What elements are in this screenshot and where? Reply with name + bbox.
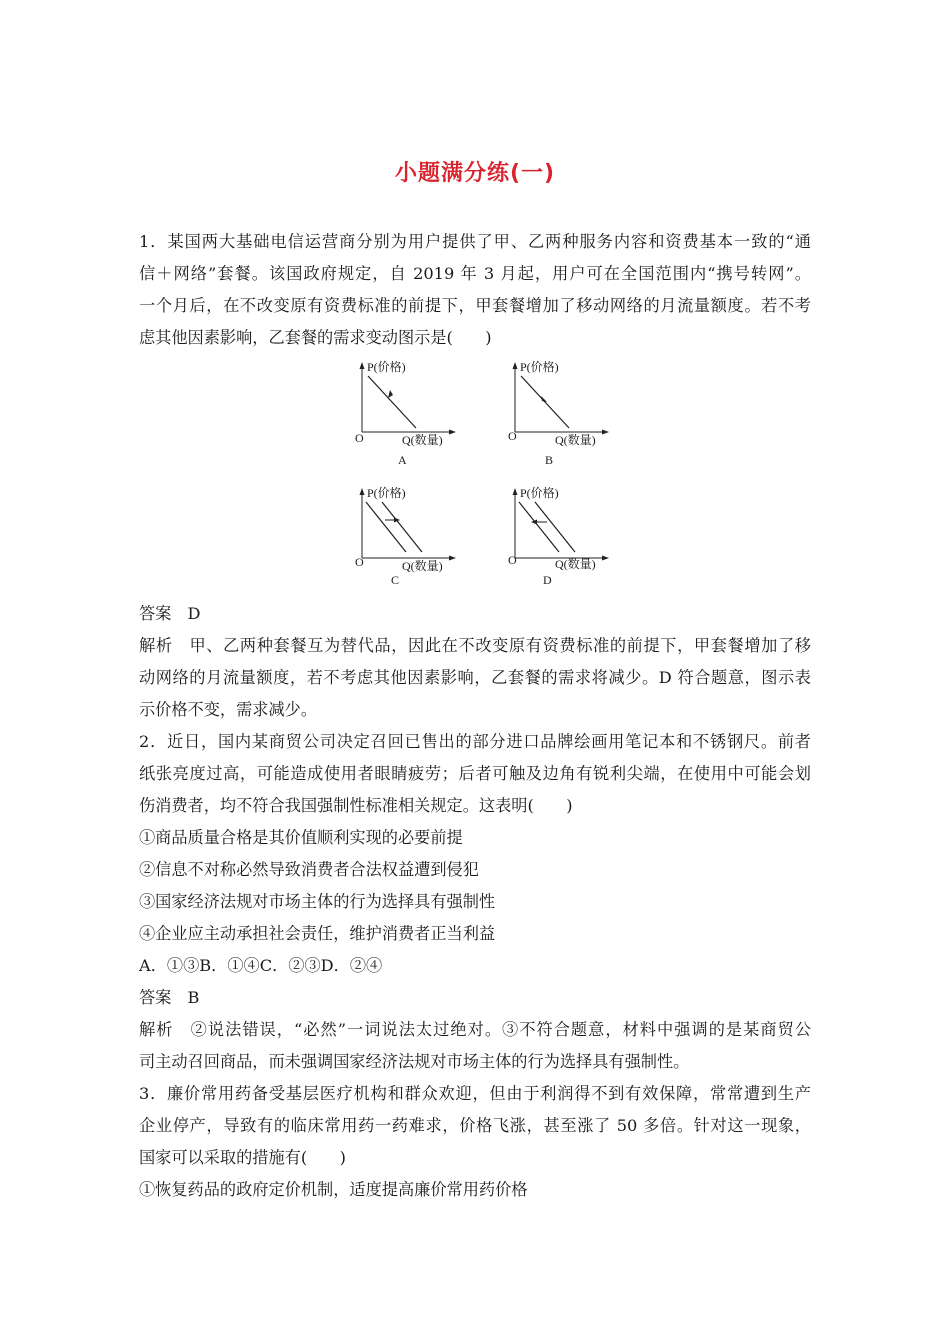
q1-analysis-1: 解析 甲、乙两种套餐互为替代品，因此在不改变原有资费标准的前提下，甲套餐增加了移 bbox=[139, 636, 811, 655]
y-axis-label: P(价格) bbox=[520, 486, 559, 500]
q2-choices: A．①③B．①④C．②③D．②④ bbox=[139, 956, 383, 975]
origin-label: O bbox=[508, 553, 517, 567]
demand-curve-shifted bbox=[519, 502, 559, 552]
q3-line-2: 企业停产，导致有的临床常用药一药难求，价格飞涨，甚至涨了 50 多倍。针对这一现象， bbox=[139, 1116, 811, 1135]
arrow-down-icon bbox=[388, 390, 393, 398]
q1-line-3: 一个月后，在不改变原有资费标准的前提下，甲套餐增加了移动网络的月流量额度。若不考 bbox=[139, 296, 811, 315]
y-axis-label: P(价格) bbox=[367, 486, 406, 500]
q3-option-1: ①恢复药品的政府定价机制，适度提高廉价常用药价格 bbox=[139, 1180, 528, 1199]
origin-label: O bbox=[508, 429, 517, 443]
figure-label: A bbox=[398, 453, 407, 467]
figure-c bbox=[352, 486, 462, 596]
y-axis-label: P(价格) bbox=[367, 360, 406, 374]
figure-label: D bbox=[543, 573, 552, 587]
q3-line-1: 3．廉价常用药备受基层医疗机构和群众欢迎，但由于利润得不到有效保障，常常遭到生产 bbox=[139, 1084, 811, 1103]
q1-analysis-2: 动网络的月流量额度，若不考虑其他因素影响，乙套餐的需求将减少。D 符合题意，图示表 bbox=[139, 668, 811, 687]
figure-label: C bbox=[391, 573, 400, 587]
q2-line-3: 伤消费者，均不符合我国强制性标准相关规定。这表明( ) bbox=[139, 796, 573, 815]
y-axis-label: P(价格) bbox=[520, 360, 559, 374]
x-axis-label: Q(数量) bbox=[402, 559, 443, 573]
page-title: 小题满分练(一) bbox=[394, 161, 556, 186]
q2-option-3: ③国家经济法规对市场主体的行为选择具有强制性 bbox=[139, 892, 496, 911]
origin-label: O bbox=[355, 431, 364, 445]
x-axis-label: Q(数量) bbox=[555, 433, 596, 447]
q1-answer: 答案 D bbox=[139, 604, 201, 623]
q3-line-3: 国家可以采取的措施有( ) bbox=[139, 1148, 346, 1167]
figure-label: B bbox=[545, 453, 554, 467]
q2-option-2: ②信息不对称必然导致消费者合法权益遭到侵犯 bbox=[139, 860, 479, 879]
q2-analysis-2: 司主动召回商品，而未强调国家经济法规对市场主体的行为选择具有强制性。 bbox=[139, 1052, 690, 1071]
figure-a bbox=[352, 360, 462, 470]
q1-line-2: 信＋网络”套餐。该国政府规定，自 2019 年 3 月起，用户可在全国范围内“携号转网”。 bbox=[139, 264, 811, 283]
demand-curve-original bbox=[366, 502, 406, 552]
figure-d bbox=[505, 486, 615, 596]
demand-curve bbox=[521, 376, 569, 428]
demand-curve-shifted bbox=[382, 502, 422, 552]
arrow-right-icon bbox=[394, 518, 400, 523]
origin-label: O bbox=[355, 555, 364, 569]
demand-curve-original bbox=[535, 502, 575, 552]
figure-b bbox=[505, 360, 615, 470]
q2-analysis-1: 解析 ②说法错误，“必然”一词说法太过绝对。③不符合题意，材料中强调的是某商贸公 bbox=[139, 1020, 811, 1039]
x-axis-label: Q(数量) bbox=[402, 433, 443, 447]
q1-line-4: 虑其他因素影响，乙套餐的需求变动图示是( ) bbox=[139, 328, 492, 347]
q2-option-1: ①商品质量合格是其价值顺利实现的必要前提 bbox=[139, 828, 463, 847]
q2-option-4: ④企业应主动承担社会责任，维护消费者正当利益 bbox=[139, 924, 496, 943]
q1-line-1: 1．某国两大基础电信运营商分别为用户提供了甲、乙两种服务内容和资费基本一致的“通 bbox=[139, 232, 811, 251]
demand-curve bbox=[368, 376, 416, 428]
q2-answer: 答案 B bbox=[139, 988, 200, 1007]
q2-line-2: 纸张亮度过高，可能造成使用者眼睛疲劳；后者可触及边角有锐利尖端，在使用中可能会划 bbox=[139, 764, 811, 783]
x-axis-label: Q(数量) bbox=[555, 557, 596, 571]
arrow-up-icon bbox=[541, 396, 547, 402]
q1-analysis-3: 示价格不变，需求减少。 bbox=[139, 700, 318, 719]
q2-line-1: 2．近日，国内某商贸公司决定召回已售出的部分进口品牌绘画用笔记本和不锈钢尺。前者 bbox=[139, 732, 811, 751]
